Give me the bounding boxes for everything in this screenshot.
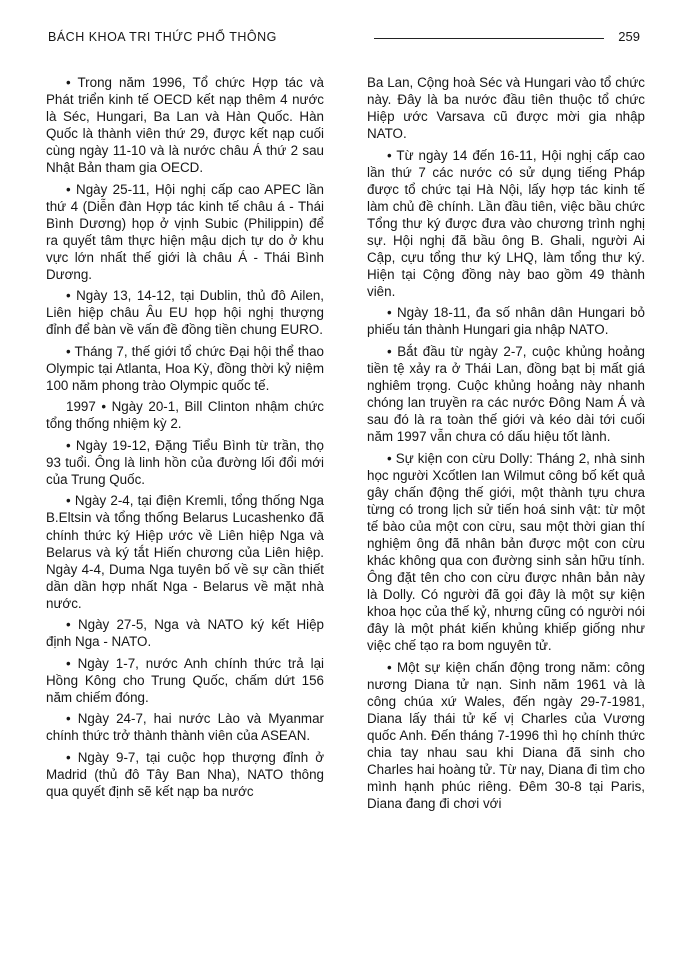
paragraph: • Ngày 18-11, đa số nhân dân Hungari bỏ phiếu tán thành Hungari gia nhập NATO.: [367, 305, 645, 338]
paragraph: • Ngày 1-7, nước Anh chính thức trả lại Hồng Kông cho Trung Quốc, chấm dứt 156 năm chiếm đóng.: [46, 655, 324, 705]
running-header: [48, 26, 642, 48]
paragraph-continued: Ba Lan, Cộng hoà Séc và Hungari vào tổ chức này. Đây là ba nước đầu tiên thuộc tổ chức Hiệp ước Varsava cũ được mời gia nhập NATO.: [367, 75, 645, 142]
paragraph: • Sự kiện con cừu Dolly: Tháng 2, nhà sinh học người Xcốtlen Ian Wilmut công bố kết quả gây chấn động thế giới, một thành tựu chưa từng có trong lịch sử tiến hoá sinh vật: từ một tế bào của một con cừu, sau một thời gian thí nghiệm ông đã nhân bản được một con cừu khác không qua con đường sinh sản hữu tính. Ông đặt tên cho con cừu được nhân bản này là Dolly. Có người đã gọi đây là một sự kiện khoa học của thế kỷ, nhưng cũng có người nói đây là một phát kiến khủng khiếp giống như việc chế tạo ra bom nguyên tử.: [367, 450, 645, 654]
paragraph: • Ngày 2-4, tại điện Kremli, tổng thống Nga B.Eltsin và tổng thống Belarus Lucashenko đã chính thức ký Hiệp ước về Liên hiệp Nga và Belarus và ký tắt Hiến chương của Liên hiệp. Ngày 4-4, Duma Nga tuyên bố về sự cần thiết dần dần hợp nhất Nga - Belarus về mặt nhà nước.: [46, 493, 324, 611]
book-title: BÁCH KHOA TRI THỨC PHỔ THÔNG: [48, 30, 277, 44]
paragraph: • Ngày 9-7, tại cuộc họp thượng đỉnh ở Madrid (thủ đô Tây Ban Nha), NATO thông qua quyết định sẽ kết nạp ba nước: [46, 749, 324, 799]
left-column: [46, 74, 324, 804]
paragraph: • Ngày 24-7, hai nước Lào và Myanmar chính thức trở thành thành viên của ASEAN.: [46, 711, 324, 744]
header-rule: [374, 38, 604, 39]
paragraph: • Ngày 27-5, Nga và NATO ký kết Hiệp định Nga - NATO.: [46, 617, 324, 650]
paragraph: • Ngày 19-12, Đặng Tiểu Bình từ trần, thọ 93 tuổi. Ông là linh hồn của đường lối đổi mới của Trung Quốc.: [46, 437, 324, 487]
right-column: [367, 74, 645, 816]
page-number: 259: [618, 29, 640, 44]
paragraph: 1997 • Ngày 20-1, Bill Clinton nhậm chức tổng thống nhiệm kỳ 2.: [46, 399, 324, 432]
paragraph: • Một sự kiện chấn động trong năm: công nương Diana tử nạn. Sinh năm 1961 và là công chúa xứ Wales, đến ngày 29-7-1981, Diana lấy thái tử kế vị Charles của Vương quốc Anh. Đến tháng 7-1996 thì họ chính thức chia tay nhau sau khi Diana đã sinh cho Charles hai hoàng tử. Từ nay, Diana đi tìm cho mình hạnh phúc riêng. Đêm 30-8 tại Paris, Diana đang đi chơi với: [367, 659, 645, 811]
paragraph: • Ngày 13, 14-12, tại Dublin, thủ đô Ailen, Liên hiệp châu Âu EU họp hội nghị thượng đỉnh để bàn về vấn đề đồng tiền chung EURO.: [46, 288, 324, 338]
paragraph: • Trong năm 1996, Tổ chức Hợp tác và Phát triển kinh tế OECD kết nạp thêm 4 nước là Séc, Hungari, Ba Lan và Hàn Quốc. Hàn Quốc là thành viên thứ 29, được kết nạp cuối cùng ngày 11-10 và là nước châu Á thứ 2 sau Nhật Bản tham gia OECD.: [46, 75, 324, 176]
paragraph: • Bắt đầu từ ngày 2-7, cuộc khủng hoảng tiền tệ xảy ra ở Thái Lan, đồng bạt bị mất giá nghiêm trọng. Cuộc khủng hoảng này nhanh chóng lan truyền ra các nước Đông Nam Á và sau đó là ra toàn thế giới và kéo dài tới cuối năm 1997 vẫn chưa có dấu hiệu tốt lành.: [367, 343, 645, 445]
paragraph: • Từ ngày 14 đến 16-11, Hội nghị cấp cao lần thứ 7 các nước có sử dụng tiếng Pháp được tổ chức tại Hà Nội, lấy hợp tác kinh tế làm chủ đề chính. Lần đầu tiên, việc bầu chức Tổng thư ký được đưa vào chương trình nghị sự. Hội nghị đã bầu ông B. Ghali, người Ai Cập, cựu tổng thư ký LHQ, làm tổng thư ký. Hiện tại Cộng đồng này bao gồm 49 thành viên.: [367, 147, 645, 299]
paragraph: • Ngày 25-11, Hội nghị cấp cao APEC lần thứ 4 (Diễn đàn Hợp tác kinh tế châu á - Thái Bình Dương) họp ở vịnh Subic (Philippin) để ra quyết tâm thực hiện mậu dịch tự do ở khu vực lớn nhất thế giới là châu Á - Thái Bình Dương.: [46, 181, 324, 282]
paragraph: • Tháng 7, thế giới tổ chức Đại hội thể thao Olympic tại Atlanta, Hoa Kỳ, đồng thời kỷ niệm 100 năm phong trào Olympic quốc tế.: [46, 343, 324, 393]
